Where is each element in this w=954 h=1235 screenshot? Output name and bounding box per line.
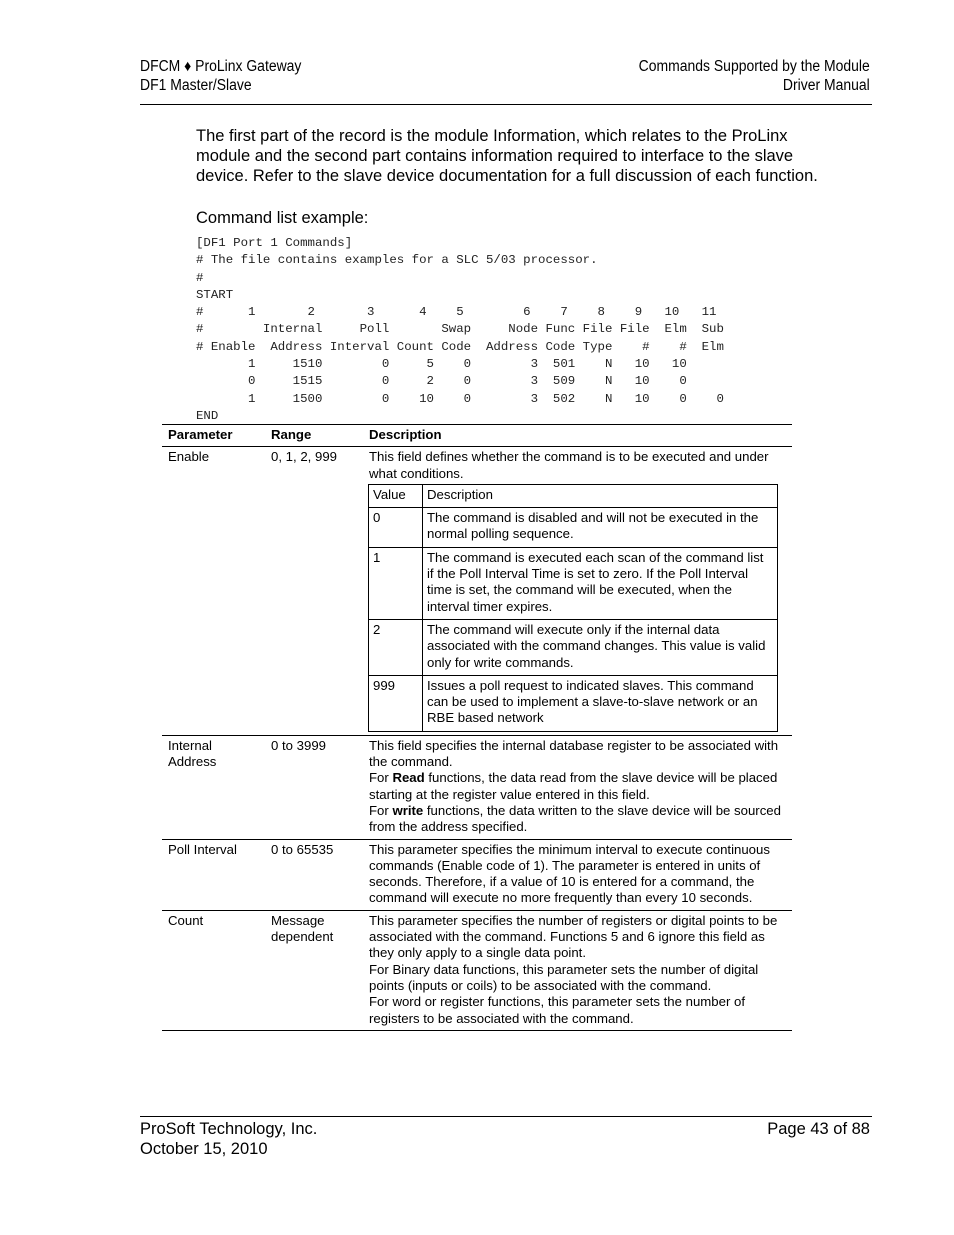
parameter-table-header <box>162 425 792 447</box>
footer-date: October 15, 2010 <box>140 1139 268 1158</box>
header-left <box>140 57 301 95</box>
value-description: Issues a poll request to indicated slaves. This command can be used to implement a slave-to-slave network or an RBE based network <box>423 675 778 731</box>
col-header-parameter: Parameter <box>162 425 265 447</box>
header-section: Commands Supported by the Module <box>638 58 870 75</box>
values-row <box>369 508 778 548</box>
value-description: The command is executed each scan of the command list if the Poll Interval Time is set to zero. If the Poll Interval time is set, the command will be executed, when the interval timer expires. <box>423 547 778 619</box>
param-description <box>363 447 792 735</box>
value-description: The command will execute only if the internal data associated with the command changes. This value is valid only for write commands. <box>423 619 778 675</box>
footer-rule <box>140 1116 872 1117</box>
values-row <box>369 619 778 675</box>
enable-description: This field defines whether the command is to be executed and under what conditions. <box>369 449 769 481</box>
internal-address-desc: This field specifies the internal database register to be associated with the command. <box>369 737 779 770</box>
command-list-code: [DF1 Port 1 Commands] # The file contains examples for a SLC 5/03 processor. # START # 1 2 3 4 5 6 7 8 9 10 11 # Internal Poll Swap Node Func File File Elm Sub # Enable Address Interval Count Code Address Code Type # # Elm 1 1510 0 5 0 3 501 N 10 10 0 1515 0 2 0 3 509 N 10 0 1 1500 0 10 0 3 502 N 10 0 0 END <box>196 236 724 423</box>
value-code: 1 <box>369 547 423 619</box>
param-name: Enable <box>162 447 265 735</box>
param-description <box>363 910 792 1030</box>
param-name: Internal Address <box>162 735 265 839</box>
count-word-desc: For word or register functions, this parameter sets the number of registers to be associated with the command. <box>369 994 746 1026</box>
enable-values-table <box>368 484 778 732</box>
internal-address-write-desc <box>369 803 788 836</box>
values-header-description: Description <box>423 484 778 507</box>
param-range: 0, 1, 2, 999 <box>265 447 363 735</box>
param-name: Count <box>162 910 265 1030</box>
read-text: functions, the data read from the slave device will be placed starting at the register value entered in this field. <box>369 770 778 802</box>
value-code: 0 <box>369 508 423 548</box>
intro-paragraph: The first part of the record is the module Information, which relates to the ProLinx module and the second part contains information required to interface to the slave device. Refer to the slave device documentation for a full discussion of each function. <box>196 127 818 185</box>
parameter-table <box>162 424 792 1031</box>
values-row <box>369 675 778 731</box>
values-header-value: Value <box>369 484 423 507</box>
read-keyword: Read <box>392 770 425 786</box>
count-binary-desc: For Binary data functions, this parameter sets the number of digital points (inputs or coils) to be associated with the command. <box>369 961 759 993</box>
table-row-poll-interval <box>162 839 792 910</box>
table-row-enable <box>162 447 792 735</box>
header-manual: Driver Manual <box>783 77 870 94</box>
values-header-row <box>369 484 778 507</box>
value-description: The command is disabled and will not be executed in the normal polling sequence. <box>423 508 778 548</box>
param-range: 0 to 65535 <box>265 839 363 910</box>
header-protocol: DF1 Master/Slave <box>140 77 252 94</box>
internal-address-read-desc <box>369 770 788 803</box>
header-rule <box>140 104 872 105</box>
read-prefix: For <box>369 770 393 786</box>
header-right <box>639 57 870 95</box>
param-description: This parameter specifies the minimum interval to execute continuous commands (Enable code of 1). The parameter is entered in units of seconds. Therefore, if a value of 10 is entered for a command, the command will execute no more frequently than every 10 seconds. <box>363 839 792 910</box>
count-desc: This parameter specifies the number of registers or digital points to be associated with the command. Functions 5 and 6 ignore this field as they only apply to a single data point. <box>369 912 778 961</box>
param-range: 0 to 3999 <box>265 735 363 839</box>
command-list-label: Command list example: <box>196 209 369 227</box>
write-prefix: For <box>369 802 393 818</box>
footer-company: ProSoft Technology, Inc. <box>140 1120 318 1138</box>
param-name: Poll Interval <box>162 839 265 910</box>
header-product: DFCM ♦ ProLinx Gateway <box>140 58 302 75</box>
write-keyword: write <box>392 802 424 818</box>
param-description <box>363 735 792 839</box>
write-text: functions, the data written to the slave device will be sourced from the address specified. <box>369 802 781 835</box>
param-range: Message dependent <box>265 910 363 1030</box>
footer-left <box>140 1120 317 1159</box>
col-header-description: Description <box>363 425 792 447</box>
table-row-count <box>162 910 792 1030</box>
value-code: 2 <box>369 619 423 675</box>
value-code: 999 <box>369 675 423 731</box>
table-row-internal-address <box>162 735 792 839</box>
values-row <box>369 547 778 619</box>
footer-page-number: Page 43 of 88 <box>767 1120 870 1138</box>
col-header-range: Range <box>265 425 363 447</box>
